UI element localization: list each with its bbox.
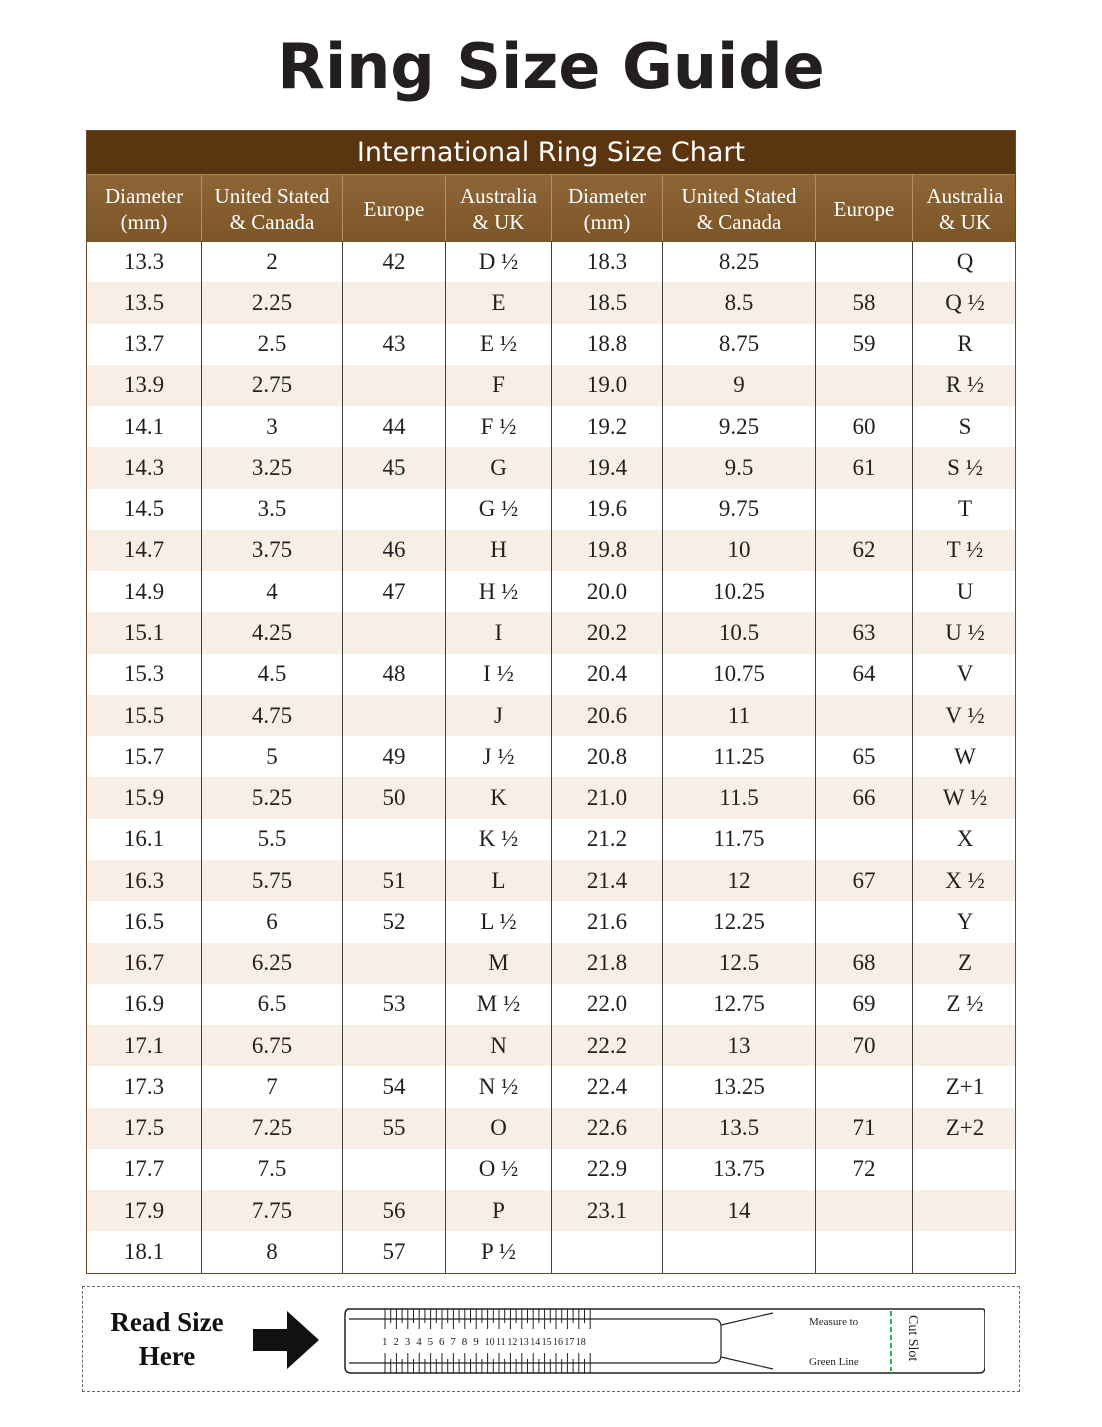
table-cell: 6 xyxy=(202,901,343,942)
column-header: Australia & UK xyxy=(446,175,552,242)
table-cell: 13.3 xyxy=(87,241,202,282)
column-header: Europe xyxy=(816,175,913,242)
table-cell: Z+1 xyxy=(945,1073,985,1099)
table-row xyxy=(87,1231,1015,1272)
table-row xyxy=(87,241,1015,282)
table-cell xyxy=(343,365,446,406)
table-cell: 49 xyxy=(343,736,446,777)
table-cell: 53 xyxy=(343,984,446,1025)
table-cell: 2.25 xyxy=(202,282,343,323)
table-cell: 3.5 xyxy=(202,489,343,530)
table-cell xyxy=(343,695,446,736)
table-cell: 8 xyxy=(202,1231,343,1272)
table-cell: U ½ xyxy=(945,620,985,646)
table-cell: 2 xyxy=(202,241,343,282)
table-cell: 11.75 xyxy=(663,819,816,860)
column-header: Europe xyxy=(343,175,446,242)
table-row xyxy=(87,282,1015,323)
table-cell: 20.0 xyxy=(552,571,663,612)
table-cell: 7.75 xyxy=(202,1190,343,1231)
table-row xyxy=(87,489,1015,530)
table-cell: W xyxy=(954,743,976,769)
table-cell: 18.5 xyxy=(552,282,663,323)
table-cell: 6.25 xyxy=(202,943,343,984)
table-cell: 58 xyxy=(816,282,913,323)
table-cell xyxy=(816,695,913,736)
table-cell: 60 xyxy=(816,406,913,447)
table-cell: 16.3 xyxy=(87,860,202,901)
table-cell: 65 xyxy=(816,736,913,777)
table-row xyxy=(87,612,1015,653)
ruler-number: 2 xyxy=(393,1336,399,1348)
table-cell: 8.25 xyxy=(663,241,816,282)
table-cell: 44 xyxy=(343,406,446,447)
table-cell: 13.25 xyxy=(663,1066,816,1107)
table-cell: X xyxy=(956,826,974,852)
table-cell: 13 xyxy=(663,1025,816,1066)
table-cell xyxy=(816,489,913,530)
table-cell: O ½ xyxy=(446,1149,552,1190)
column-header: United Stated & Canada xyxy=(663,175,816,242)
table-cell: 71 xyxy=(816,1108,913,1149)
printable-ring-sizer xyxy=(82,1286,1020,1392)
table-cell: M ½ xyxy=(446,984,552,1025)
ring-size-chart xyxy=(86,130,1016,1274)
table-cell: 43 xyxy=(343,324,446,365)
table-cell: 4.75 xyxy=(202,695,343,736)
table-cell: 13.9 xyxy=(87,365,202,406)
table-cell: 62 xyxy=(816,530,913,571)
ruler-number: 15 xyxy=(541,1337,552,1348)
chart-header-row xyxy=(87,174,1015,242)
table-cell: 54 xyxy=(343,1066,446,1107)
table-row xyxy=(87,1025,1015,1066)
table-cell: 15.3 xyxy=(87,654,202,695)
cut-slot-label: Cut Slot xyxy=(905,1315,920,1362)
table-cell: X ½ xyxy=(945,867,985,893)
page-title: Ring Size Guide xyxy=(277,30,825,103)
table-cell xyxy=(552,1231,663,1272)
table-cell: D ½ xyxy=(446,241,552,282)
table-cell: 20.6 xyxy=(552,695,663,736)
table-cell: 7.25 xyxy=(202,1108,343,1149)
table-cell: 22.6 xyxy=(552,1108,663,1149)
table-cell xyxy=(343,612,446,653)
table-cell: 17.9 xyxy=(87,1190,202,1231)
ruler-number: 5 xyxy=(427,1336,434,1348)
ruler-number: 3 xyxy=(404,1336,411,1348)
ruler-number: 14 xyxy=(530,1337,541,1348)
table-cell: 2.5 xyxy=(202,324,343,365)
table-cell: 52 xyxy=(343,901,446,942)
table-cell: 17.3 xyxy=(87,1066,202,1107)
table-cell: S xyxy=(958,413,972,439)
table-cell: 14.7 xyxy=(87,530,202,571)
table-row xyxy=(87,365,1015,406)
table-cell xyxy=(913,1149,1017,1190)
ruler-number: 8 xyxy=(461,1336,468,1348)
table-cell: R ½ xyxy=(945,372,985,398)
table-cell: 57 xyxy=(343,1231,446,1272)
ruler-number: 4 xyxy=(416,1336,422,1348)
table-cell: Q ½ xyxy=(945,289,985,315)
table-cell: O xyxy=(446,1108,552,1149)
ruler-number: 10 xyxy=(484,1337,495,1348)
table-cell: F xyxy=(446,365,552,406)
ruler-number: 13 xyxy=(518,1337,529,1348)
table-row xyxy=(87,736,1015,777)
table-row xyxy=(87,447,1015,488)
table-cell: 17.7 xyxy=(87,1149,202,1190)
table-cell: 10.5 xyxy=(663,612,816,653)
table-cell: N ½ xyxy=(446,1066,552,1107)
table-cell: 9 xyxy=(663,365,816,406)
table-cell: 4 xyxy=(202,571,343,612)
table-cell: 12.75 xyxy=(663,984,816,1025)
table-cell xyxy=(816,901,913,942)
table-cell: 48 xyxy=(343,654,446,695)
table-cell xyxy=(913,1231,1017,1272)
table-cell: 22.9 xyxy=(552,1149,663,1190)
ruler-number: 6 xyxy=(439,1336,445,1348)
table-cell: 69 xyxy=(816,984,913,1025)
table-cell: 50 xyxy=(343,777,446,818)
table-cell: L ½ xyxy=(446,901,552,942)
table-cell xyxy=(816,365,913,406)
table-cell: 15.1 xyxy=(87,612,202,653)
table-cell: E ½ xyxy=(446,324,552,365)
table-cell: 19.0 xyxy=(552,365,663,406)
table-cell: 56 xyxy=(343,1190,446,1231)
table-cell: 9.25 xyxy=(663,406,816,447)
table-cell: 12.5 xyxy=(663,943,816,984)
table-cell: 13.5 xyxy=(663,1108,816,1149)
table-cell: G ½ xyxy=(446,489,552,530)
table-cell: 10.75 xyxy=(663,654,816,695)
table-cell xyxy=(913,1190,1017,1231)
table-row xyxy=(87,984,1015,1025)
table-cell: 10 xyxy=(663,530,816,571)
table-cell: 9.75 xyxy=(663,489,816,530)
table-cell: V xyxy=(956,661,974,687)
table-cell: 42 xyxy=(343,241,446,282)
table-cell: U xyxy=(956,578,974,604)
read-size-label: Read Size Here xyxy=(110,1307,224,1371)
table-cell: 13.5 xyxy=(87,282,202,323)
table-cell: Z xyxy=(957,950,973,976)
arrow-right-icon xyxy=(253,1311,319,1369)
chart-body xyxy=(87,241,1015,1273)
table-cell: 14.9 xyxy=(87,571,202,612)
table-cell: 64 xyxy=(816,654,913,695)
sizer-taper xyxy=(721,1313,773,1369)
table-cell: 47 xyxy=(343,571,446,612)
ruler-number: 11 xyxy=(496,1337,506,1348)
ruler-number: 9 xyxy=(473,1336,479,1348)
ruler-number: 12 xyxy=(507,1337,518,1348)
table-cell: H xyxy=(446,530,552,571)
table-cell: 45 xyxy=(343,447,446,488)
table-cell: 23.1 xyxy=(552,1190,663,1231)
table-row xyxy=(87,943,1015,984)
ruler-number: 1 xyxy=(382,1336,388,1348)
table-cell: 9.5 xyxy=(663,447,816,488)
table-cell xyxy=(343,1149,446,1190)
table-cell: P xyxy=(446,1190,552,1231)
table-cell: 46 xyxy=(343,530,446,571)
table-cell: T ½ xyxy=(946,537,984,563)
table-cell xyxy=(663,1231,816,1272)
table-cell: 11.5 xyxy=(663,777,816,818)
table-cell: W ½ xyxy=(942,785,988,811)
table-cell: J xyxy=(446,695,552,736)
table-cell xyxy=(816,241,913,282)
table-cell: 14.3 xyxy=(87,447,202,488)
table-cell xyxy=(816,571,913,612)
table-row xyxy=(87,1108,1015,1149)
table-cell xyxy=(816,819,913,860)
table-cell: L xyxy=(446,860,552,901)
table-cell xyxy=(913,1025,1017,1066)
table-cell: 2.75 xyxy=(202,365,343,406)
table-cell xyxy=(816,1231,913,1272)
table-row xyxy=(87,654,1015,695)
table-cell: 19.2 xyxy=(552,406,663,447)
column-header: Diameter (mm) xyxy=(87,175,202,242)
table-cell: 22.0 xyxy=(552,984,663,1025)
table-row xyxy=(87,901,1015,942)
table-row xyxy=(87,819,1015,860)
table-cell: 18.8 xyxy=(552,324,663,365)
table-cell: 70 xyxy=(816,1025,913,1066)
table-cell: 21.8 xyxy=(552,943,663,984)
table-cell: M xyxy=(446,943,552,984)
table-cell: 19.6 xyxy=(552,489,663,530)
table-cell: 13.7 xyxy=(87,324,202,365)
table-cell: K xyxy=(446,777,552,818)
table-row xyxy=(87,695,1015,736)
table-cell: 7 xyxy=(202,1066,343,1107)
table-cell: 16.9 xyxy=(87,984,202,1025)
table-cell: 19.4 xyxy=(552,447,663,488)
table-cell: 20.8 xyxy=(552,736,663,777)
table-row xyxy=(87,1149,1015,1190)
table-cell: 4.25 xyxy=(202,612,343,653)
table-cell: 15.9 xyxy=(87,777,202,818)
table-row xyxy=(87,1190,1015,1231)
table-cell: 8.75 xyxy=(663,324,816,365)
table-cell: K ½ xyxy=(446,819,552,860)
table-cell: 16.1 xyxy=(87,819,202,860)
table-cell: 16.5 xyxy=(87,901,202,942)
table-cell: 3.75 xyxy=(202,530,343,571)
table-cell: T xyxy=(957,496,973,522)
table-cell: 7.5 xyxy=(202,1149,343,1190)
table-row xyxy=(87,324,1015,365)
table-cell: R xyxy=(957,331,973,357)
column-header: Diameter (mm) xyxy=(552,175,663,242)
table-cell: 5.75 xyxy=(202,860,343,901)
table-cell: 3 xyxy=(202,406,343,447)
table-row xyxy=(87,406,1015,447)
table-cell: 21.4 xyxy=(552,860,663,901)
table-row xyxy=(87,530,1015,571)
table-cell: 20.2 xyxy=(552,612,663,653)
table-cell: 14 xyxy=(663,1190,816,1231)
table-cell: 72 xyxy=(816,1149,913,1190)
table-cell: 21.2 xyxy=(552,819,663,860)
table-cell xyxy=(816,1190,913,1231)
table-cell: 18.1 xyxy=(87,1231,202,1272)
table-cell: 6.5 xyxy=(202,984,343,1025)
table-cell: 22.2 xyxy=(552,1025,663,1066)
table-cell: 21.6 xyxy=(552,901,663,942)
column-header: United Stated & Canada xyxy=(202,175,343,242)
table-cell: 55 xyxy=(343,1108,446,1149)
table-cell: 5.5 xyxy=(202,819,343,860)
table-cell: 10.25 xyxy=(663,571,816,612)
table-cell xyxy=(343,282,446,323)
table-cell: 11 xyxy=(663,695,816,736)
table-cell: 14.1 xyxy=(87,406,202,447)
table-cell: N xyxy=(446,1025,552,1066)
table-cell: 3.25 xyxy=(202,447,343,488)
table-cell: 61 xyxy=(816,447,913,488)
table-cell: 22.4 xyxy=(552,1066,663,1107)
green-line-label: Green Line xyxy=(809,1356,859,1368)
ruler-numbers xyxy=(382,1336,586,1348)
chart-title: International Ring Size Chart xyxy=(87,131,1015,174)
table-cell: 5 xyxy=(202,736,343,777)
table-row xyxy=(87,777,1015,818)
table-cell: G xyxy=(446,447,552,488)
table-cell: V ½ xyxy=(945,702,985,728)
table-cell: I ½ xyxy=(446,654,552,695)
table-cell: 12 xyxy=(663,860,816,901)
table-cell: 18.3 xyxy=(552,241,663,282)
table-cell: I xyxy=(446,612,552,653)
table-cell: Z+2 xyxy=(945,1115,985,1141)
table-cell: 59 xyxy=(816,324,913,365)
ruler-number: 7 xyxy=(450,1336,456,1348)
table-cell: 51 xyxy=(343,860,446,901)
table-row xyxy=(87,860,1015,901)
table-cell: J ½ xyxy=(446,736,552,777)
table-cell xyxy=(816,1066,913,1107)
table-cell: 15.7 xyxy=(87,736,202,777)
ruler-number: 17 xyxy=(564,1337,575,1348)
table-cell: S ½ xyxy=(947,454,983,480)
table-cell xyxy=(343,819,446,860)
table-cell: E xyxy=(446,282,552,323)
table-row xyxy=(87,571,1015,612)
table-cell: 4.5 xyxy=(202,654,343,695)
table-cell: 63 xyxy=(816,612,913,653)
ruler-number: 18 xyxy=(575,1337,586,1348)
table-cell: 15.5 xyxy=(87,695,202,736)
table-row xyxy=(87,1066,1015,1107)
table-cell: 12.25 xyxy=(663,901,816,942)
table-cell: 5.25 xyxy=(202,777,343,818)
table-cell: 14.5 xyxy=(87,489,202,530)
table-cell: 17.1 xyxy=(87,1025,202,1066)
table-cell xyxy=(343,489,446,530)
table-cell: 67 xyxy=(816,860,913,901)
table-cell: 68 xyxy=(816,943,913,984)
table-cell: Y xyxy=(956,908,974,934)
table-cell xyxy=(343,1025,446,1066)
table-cell: H ½ xyxy=(446,571,552,612)
measure-to-label: Measure to xyxy=(809,1316,859,1328)
table-cell: 11.25 xyxy=(663,736,816,777)
table-cell: Q xyxy=(956,248,974,274)
ruler-number: 16 xyxy=(553,1337,563,1348)
table-cell: Z ½ xyxy=(946,991,984,1017)
table-cell: 20.4 xyxy=(552,654,663,695)
paper-ring-sizer xyxy=(343,1307,985,1375)
table-cell xyxy=(343,943,446,984)
table-cell: 19.8 xyxy=(552,530,663,571)
table-cell: 17.5 xyxy=(87,1108,202,1149)
table-cell: 8.5 xyxy=(663,282,816,323)
table-cell: 21.0 xyxy=(552,777,663,818)
table-cell: 13.75 xyxy=(663,1149,816,1190)
table-cell: 6.75 xyxy=(202,1025,343,1066)
table-cell: 16.7 xyxy=(87,943,202,984)
column-header: Australia & UK xyxy=(926,183,1004,234)
table-cell: 66 xyxy=(816,777,913,818)
table-cell: F ½ xyxy=(446,406,552,447)
table-cell: P ½ xyxy=(446,1231,552,1272)
